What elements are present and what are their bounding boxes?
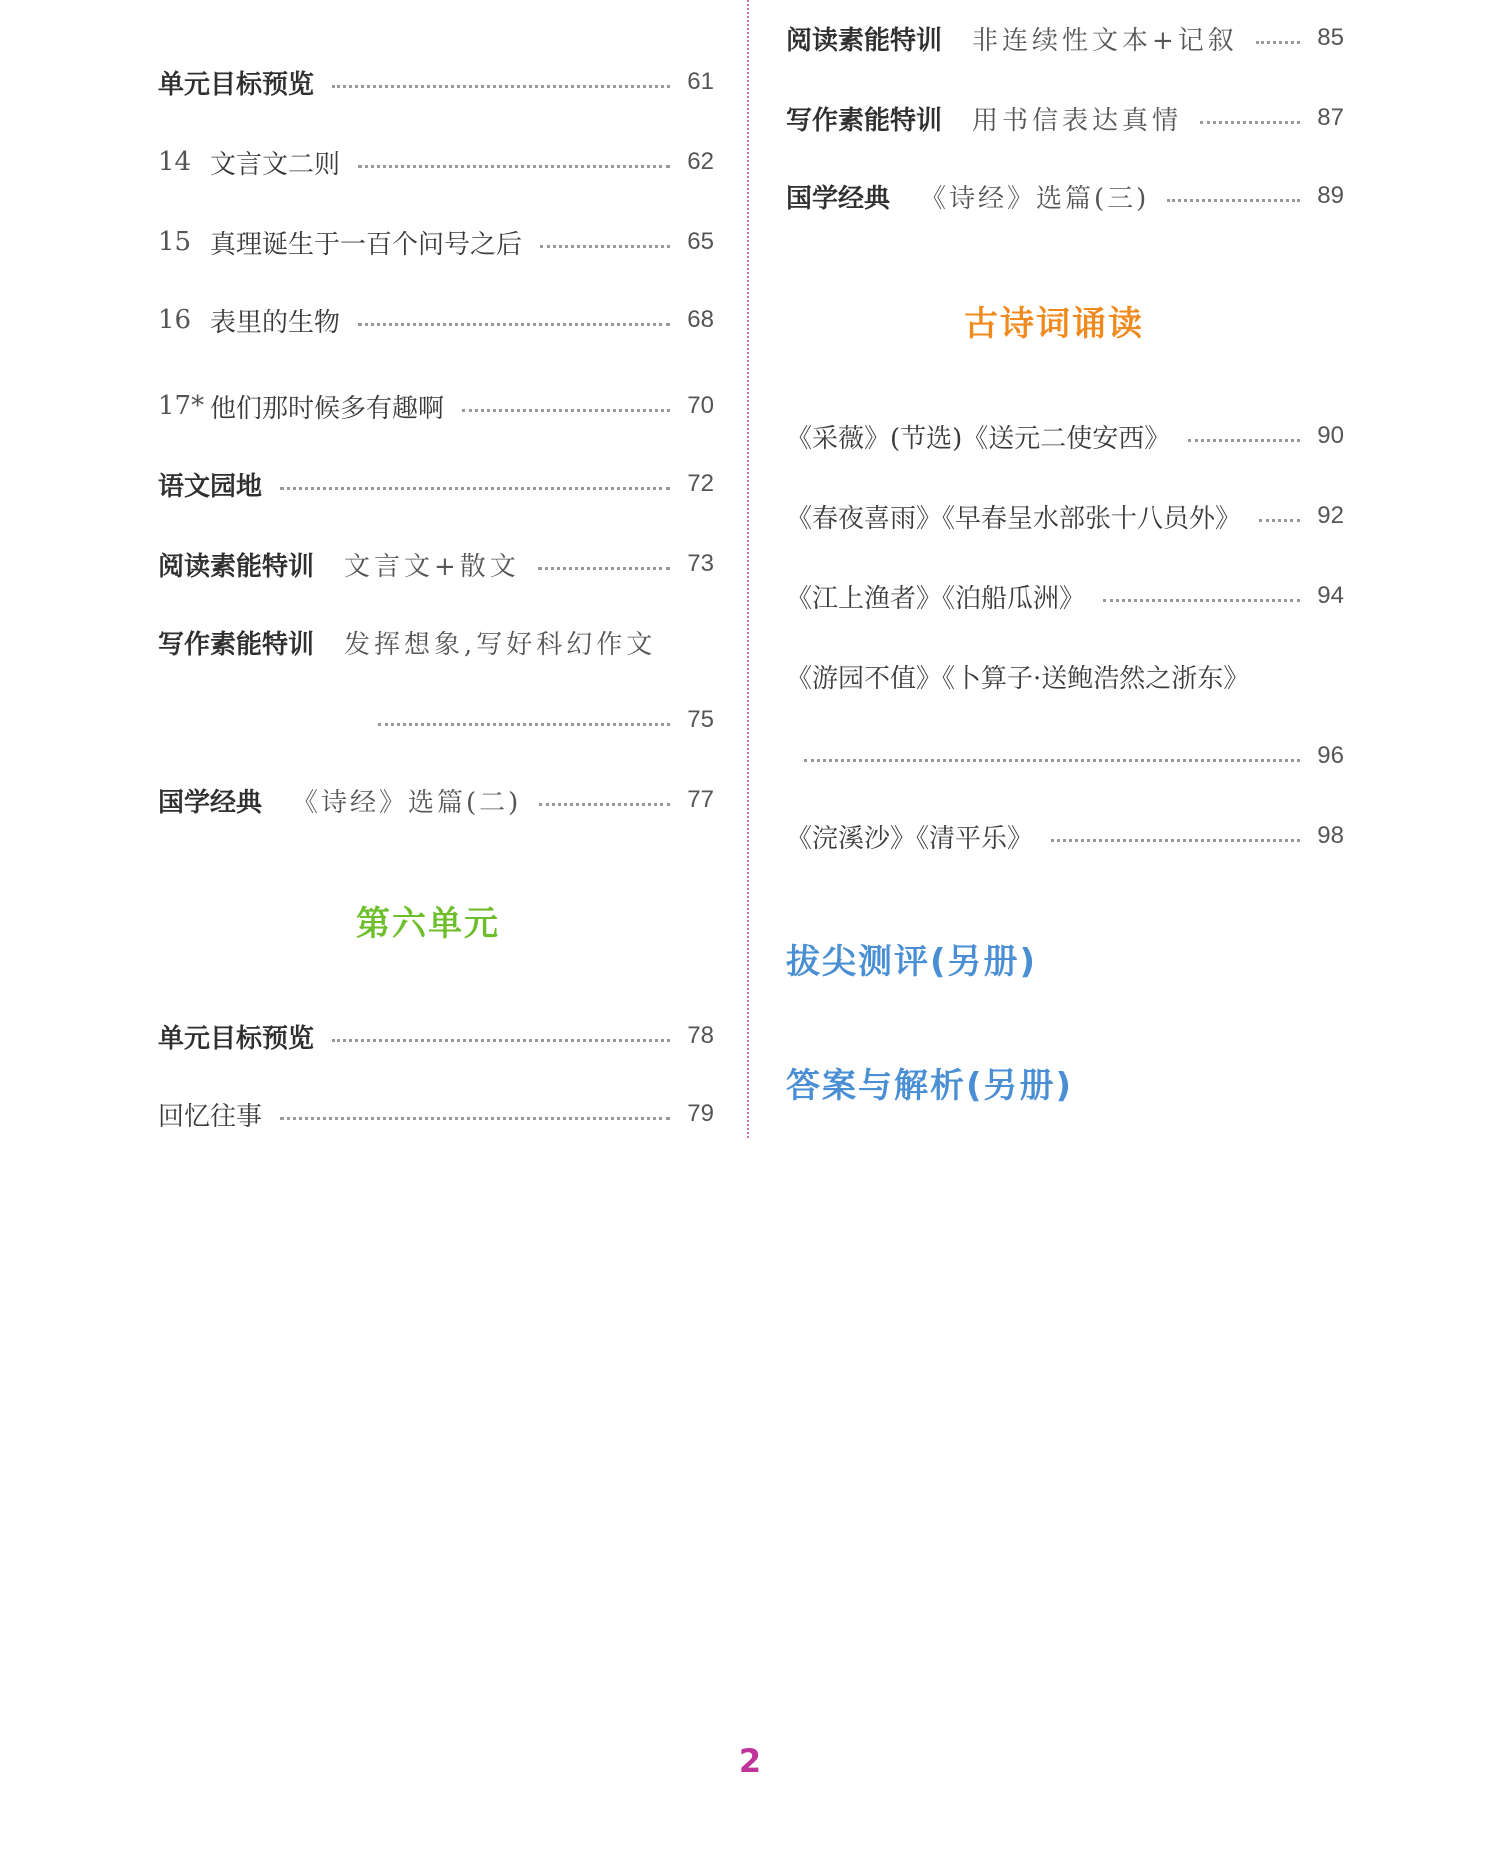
toc-entry[interactable] <box>158 386 714 426</box>
dot-leader <box>280 487 670 490</box>
lesson-number: 15 <box>158 227 192 257</box>
poem-title: 《浣溪沙》《清平乐》 <box>786 823 1034 854</box>
toc-entry[interactable] <box>786 656 1344 696</box>
page-number: 96 <box>1317 742 1344 769</box>
entry-subtitle: 《诗经》选篇(三) <box>920 183 1150 214</box>
toc-entry[interactable] <box>786 18 1344 58</box>
poem-title: 《江上渔者》《泊船瓜洲》 <box>786 583 1086 614</box>
page-number: 65 <box>687 228 714 255</box>
dot-leader <box>332 85 670 88</box>
page-number: 72 <box>687 470 714 497</box>
toc-entry-continuation[interactable] <box>804 736 1344 776</box>
dot-leader <box>462 409 670 412</box>
toc-entry[interactable] <box>786 98 1344 138</box>
toc-entry[interactable] <box>158 780 714 820</box>
dot-leader <box>280 1117 670 1120</box>
lesson-title: 文言文二则 <box>210 149 341 180</box>
toc-entry[interactable] <box>786 176 1344 216</box>
page-number: 94 <box>1317 582 1344 609</box>
lesson-number: 17* <box>158 391 205 421</box>
page-number-footer: 2 <box>738 1742 762 1780</box>
page-number: 85 <box>1317 24 1344 51</box>
lesson-number: 14 <box>158 147 192 177</box>
entry-label: 写作素能特训 <box>158 629 315 660</box>
dot-leader <box>1103 599 1300 602</box>
column-divider <box>747 0 749 1138</box>
page-number: 75 <box>687 706 714 733</box>
page-number: 79 <box>687 1100 714 1127</box>
toc-entry[interactable] <box>158 1016 714 1056</box>
entry-label: 单元目标预览 <box>158 69 315 100</box>
dot-leader <box>538 567 670 570</box>
dot-leader <box>358 165 670 168</box>
dot-leader <box>540 245 670 248</box>
toc-entry[interactable] <box>786 816 1344 856</box>
dot-leader <box>378 723 670 726</box>
assessment-heading[interactable]: 拔尖测评(另册) <box>786 942 1038 982</box>
poem-title: 《春夜喜雨》《早春呈水部张十八员外》 <box>786 503 1242 534</box>
dot-leader <box>539 803 670 806</box>
toc-entry[interactable] <box>786 416 1344 456</box>
dot-leader <box>1167 199 1300 202</box>
toc-entry[interactable] <box>158 300 714 340</box>
page-number: 92 <box>1317 502 1344 529</box>
page-number: 62 <box>687 148 714 175</box>
answers-heading[interactable]: 答案与解析(另册) <box>786 1066 1074 1106</box>
unit-heading: 第六单元 <box>356 904 500 944</box>
dot-leader <box>1188 439 1300 442</box>
entry-label: 国学经典 <box>158 787 263 818</box>
entry-subtitle: 文言文+散文 <box>344 551 520 582</box>
poem-title: 《游园不值》《卜算子·送鲍浩然之浙东》 <box>786 663 1250 694</box>
page-number: 61 <box>687 68 714 95</box>
lesson-title: 他们那时候多有趣啊 <box>210 393 445 424</box>
toc-entry[interactable] <box>158 544 714 584</box>
poetry-heading: 古诗词诵读 <box>964 304 1144 344</box>
page-number: 90 <box>1317 422 1344 449</box>
dot-leader <box>1256 41 1300 44</box>
toc-entry[interactable] <box>158 464 714 504</box>
lesson-title: 回忆往事 <box>158 1101 263 1132</box>
entry-subtitle: 用书信表达真情 <box>972 105 1183 136</box>
lesson-title: 表里的生物 <box>210 307 341 338</box>
page-number: 77 <box>687 786 714 813</box>
toc-entry[interactable] <box>158 222 714 262</box>
entry-label: 写作素能特训 <box>786 105 943 136</box>
page-number: 73 <box>687 550 714 577</box>
entry-subtitle: 非连续性文本+记叙 <box>972 25 1238 56</box>
entry-subtitle: 发挥想象,写好科幻作文 <box>344 629 657 660</box>
entry-label: 阅读素能特训 <box>158 551 315 582</box>
dot-leader <box>804 759 1300 762</box>
page-number: 78 <box>687 1022 714 1049</box>
entry-label: 阅读素能特训 <box>786 25 943 56</box>
dot-leader <box>358 323 670 326</box>
dot-leader <box>1200 121 1300 124</box>
toc-entry[interactable] <box>158 142 714 182</box>
page-number: 68 <box>687 306 714 333</box>
page-number: 89 <box>1317 182 1344 209</box>
toc-entry[interactable] <box>158 1094 714 1134</box>
toc-entry[interactable] <box>786 496 1344 536</box>
lesson-number: 16 <box>158 305 192 335</box>
page-number: 87 <box>1317 104 1344 131</box>
toc-entry[interactable] <box>786 576 1344 616</box>
dot-leader <box>1259 519 1300 522</box>
entry-label: 单元目标预览 <box>158 1023 315 1054</box>
page-number: 70 <box>687 392 714 419</box>
lesson-title: 真理诞生于一百个问号之后 <box>210 229 523 260</box>
entry-label: 国学经典 <box>786 183 891 214</box>
page-number: 98 <box>1317 822 1344 849</box>
entry-subtitle: 《诗经》选篇(二) <box>292 787 522 818</box>
entry-label: 语文园地 <box>158 471 263 502</box>
dot-leader <box>332 1039 670 1042</box>
toc-entry[interactable] <box>158 62 714 102</box>
dot-leader <box>1051 839 1300 842</box>
toc-entry[interactable] <box>158 622 714 662</box>
poem-title: 《采薇》(节选)《送元二使安西》 <box>786 423 1171 454</box>
toc-entry-continuation[interactable] <box>378 700 714 740</box>
